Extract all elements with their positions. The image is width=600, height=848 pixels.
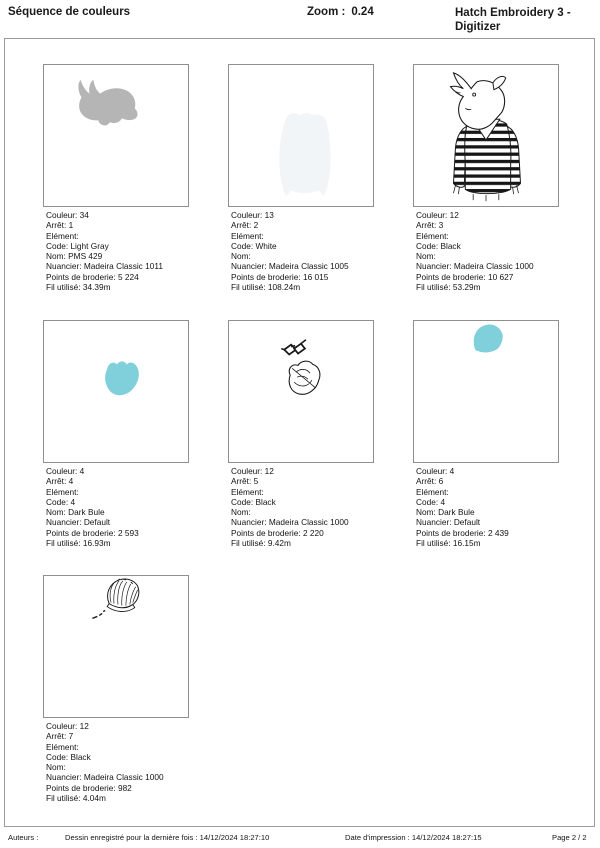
step-7-thumbnail — [43, 575, 189, 718]
step-detail-line: Fil utilisé: 108.24m — [231, 282, 301, 293]
application-name — [455, 6, 587, 34]
teal-beard-icon — [44, 321, 188, 462]
step-detail-line: Code: Black — [416, 240, 461, 251]
teal-beanie-icon — [414, 321, 558, 462]
step-detail-line: Nuancier: Default — [416, 517, 481, 528]
footer-page-number: Page 2 / 2 — [552, 833, 587, 842]
step-1-thumbnail — [43, 64, 189, 207]
step-detail-line: Couleur: 34 — [46, 210, 89, 220]
step-detail-line: Couleur: 13 — [231, 210, 274, 220]
zoom-value: 0.24 — [351, 6, 374, 18]
step-detail-line: Couleur: 12 — [416, 210, 459, 220]
step-detail-line: Couleur: 4 — [416, 466, 455, 476]
step-detail-line: Points de broderie: 982 — [46, 782, 132, 793]
step-detail-line: Arrêt: 2 — [231, 220, 259, 231]
sequence-step-5 — [228, 320, 374, 548]
step-detail-line: Arrêt: 7 — [46, 731, 74, 742]
step-detail-line: Fil utilisé: 34.39m — [46, 282, 111, 293]
step-3-details — [413, 210, 559, 292]
sequence-step-2 — [228, 64, 374, 292]
step-detail-line: Points de broderie: 10 627 — [416, 271, 514, 282]
step-detail-line: Points de broderie: 2 220 — [231, 527, 324, 538]
step-2-details — [228, 210, 374, 292]
footer-last-saved: Dessin enregistré pour la dernière fois : 14/12/2024 18:27:10 — [65, 833, 270, 842]
step-detail-line: Nuancier: Madeira Classic 1000 — [416, 261, 534, 272]
step-detail-line: Code: 4 — [46, 496, 76, 507]
zoom-label: Zoom : — [307, 6, 346, 18]
step-5-thumbnail — [228, 320, 374, 463]
step-detail-line: Elément: — [231, 230, 264, 241]
glasses-and-beard-icon — [229, 321, 373, 462]
step-detail-line: Fil utilisé: 9.42m — [231, 538, 291, 549]
step-detail-line: Arrêt: 5 — [231, 476, 259, 487]
step-detail-line: Nom: — [231, 507, 251, 518]
step-detail-line: Couleur: 12 — [231, 466, 274, 476]
knit-beanie-icon — [44, 576, 188, 717]
step-detail-line: Nuancier: Madeira Classic 1000 — [231, 517, 349, 528]
step-detail-line: Arrêt: 6 — [416, 476, 444, 487]
step-detail-line: Elément: — [46, 741, 79, 752]
step-detail-line: Nom: — [46, 762, 66, 773]
step-detail-line: Points de broderie: 5 224 — [46, 271, 139, 282]
white-sweater-silhouette-icon — [229, 65, 373, 206]
step-detail-line: Nom: PMS 429 — [46, 251, 103, 262]
sequence-step-3 — [413, 64, 559, 292]
step-detail-line: Points de broderie: 16 015 — [231, 271, 329, 282]
step-detail-line: Nom: — [416, 251, 436, 262]
application-name-line2: Digitizer — [455, 21, 501, 33]
step-detail-line: Code: 4 — [416, 496, 446, 507]
step-4-details — [43, 466, 189, 548]
step-2-thumbnail — [228, 64, 374, 207]
step-detail-line: Nom: — [231, 251, 251, 262]
application-name-line1: Hatch Embroidery 3 - — [455, 7, 571, 19]
sequence-step-7 — [43, 575, 189, 803]
step-detail-line: Arrêt: 4 — [46, 476, 74, 487]
step-6-details — [413, 466, 559, 548]
step-detail-line: Code: Black — [46, 751, 91, 762]
page-title: Séquence de couleurs — [8, 6, 131, 18]
step-detail-line: Elément: — [46, 230, 79, 241]
step-detail-line: Points de broderie: 2 593 — [46, 527, 139, 538]
footer-print-date: Date d'impression : 14/12/2024 18:27:15 — [345, 833, 482, 842]
step-detail-line: Elément: — [46, 486, 79, 497]
step-detail-line: Fil utilisé: 4.04m — [46, 793, 106, 804]
step-detail-line: Couleur: 4 — [46, 466, 85, 476]
sequence-step-6 — [413, 320, 559, 548]
step-detail-line: Arrêt: 1 — [46, 220, 74, 231]
sequence-step-1 — [43, 64, 189, 292]
step-5-details — [228, 466, 374, 548]
step-detail-line: Fil utilisé: 16.93m — [46, 538, 111, 549]
step-detail-line: Fil utilisé: 16.15m — [416, 538, 481, 549]
step-detail-line: Nuancier: Madeira Classic 1000 — [46, 772, 164, 783]
step-detail-line: Fil utilisé: 53.29m — [416, 282, 481, 293]
step-3-thumbnail — [413, 64, 559, 207]
step-detail-line: Nom: Dark Bule — [416, 507, 475, 518]
rhino-striped-sweater-icon — [414, 65, 558, 206]
step-6-thumbnail — [413, 320, 559, 463]
step-4-thumbnail — [43, 320, 189, 463]
step-detail-line: Points de broderie: 2 439 — [416, 527, 509, 538]
rhino-head-gray-silhouette-icon — [44, 65, 188, 206]
step-detail-line: Elément: — [231, 486, 264, 497]
sequence-step-4 — [43, 320, 189, 548]
step-1-details — [43, 210, 189, 292]
footer-authors-label: Auteurs : — [8, 833, 39, 842]
zoom-indicator — [307, 6, 374, 18]
step-detail-line: Code: White — [231, 240, 277, 251]
step-detail-line: Nuancier: Madeira Classic 1011 — [46, 261, 163, 272]
step-detail-line: Nom: Dark Bule — [46, 507, 105, 518]
step-7-details — [43, 721, 189, 803]
step-detail-line: Code: Light Gray — [46, 240, 109, 251]
step-detail-line: Code: Black — [231, 496, 276, 507]
step-detail-line: Nuancier: Madeira Classic 1005 — [231, 261, 349, 272]
step-detail-line: Elément: — [416, 486, 449, 497]
step-detail-line: Elément: — [416, 230, 449, 241]
step-detail-line: Couleur: 12 — [46, 721, 89, 731]
step-detail-line: Arrêt: 3 — [416, 220, 444, 231]
step-detail-line: Nuancier: Default — [46, 517, 111, 528]
